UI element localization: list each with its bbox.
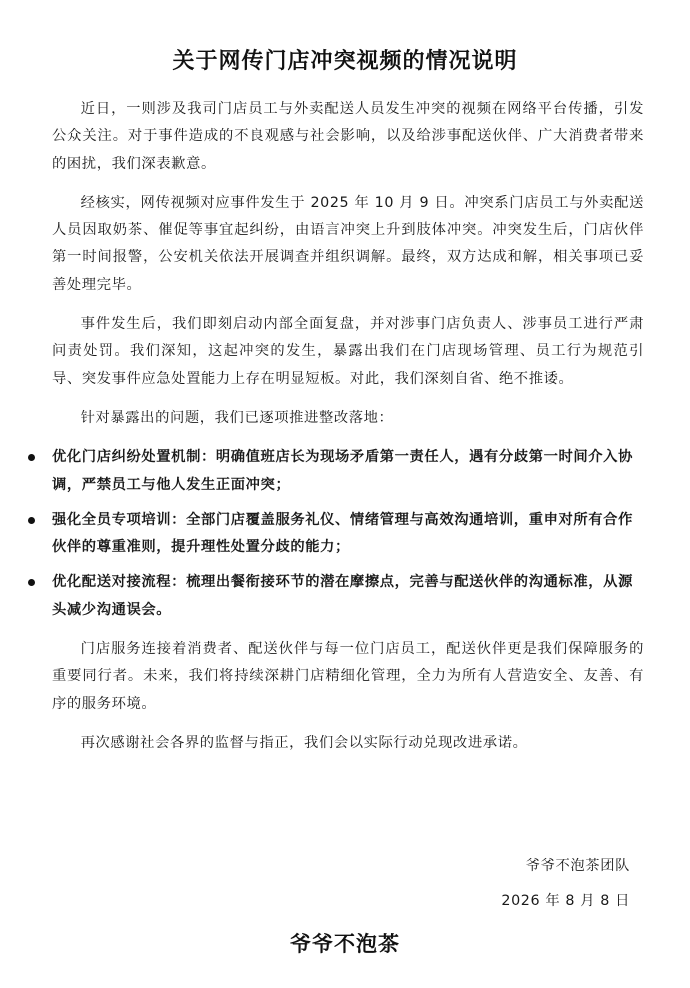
document-body [52, 96, 644, 769]
list-item [52, 444, 644, 499]
paragraph-accountability: 事件发生后，我们即刻启动内部全面复盘，并对涉事门店负责人、涉事员工进行严肃问责处罚。我们深知，这起冲突的发生，暴露出我们在门店现场管理、员工行为规范引导、突发事件应急处置能力上存在明显短板。对此，我们深刻自省、绝不推诿。 [52, 316, 644, 387]
list-item [52, 569, 644, 624]
paragraph-future: 门店服务连接着消费者、配送伙伴与每一位门店员工，配送伙伴更是我们保障服务的重要同行者。未来，我们将持续深耕门店精细化管理，全力为所有人营造安全、友善、有序的服务环境。 [52, 641, 644, 712]
brand-logo: 爷爷不泡茶 [290, 932, 400, 956]
signature-date: 2026 年 8 月 8 日 [501, 893, 630, 909]
paragraph-intro: 近日，一则涉及我司门店员工与外卖配送人员发生冲突的视频在网络平台传播，引发公众关注。对于事件造成的不良观感与社会影响，以及给涉事配送伙伴、广大消费者带来的困扰，我们深表歉意。 [52, 101, 644, 172]
document-title: 关于网传门店冲突视频的情况说明 [172, 49, 518, 74]
list-item-text: 优化门店纠纷处置机制：明确值班店长为现场矛盾第一责任人，遇有分歧第一时间介入协调，严禁员工与他人发生正面冲突； [52, 449, 633, 493]
bullet-icon [28, 517, 35, 524]
paragraph-thanks: 再次感谢社会各界的监督与指正，我们会以实际行动兑现改进承诺。 [80, 734, 528, 751]
list-item-text: 强化全员专项培训：全部门店覆盖服务礼仪、情绪管理与高效沟通培训，重申对所有合作伙伴的尊重准则，提升理性处置分歧的能力； [52, 511, 633, 556]
bullet-icon [28, 454, 35, 461]
rectification-list [52, 444, 644, 624]
signature-team: 爷爷不泡茶团队 [525, 858, 630, 874]
list-item [52, 507, 644, 562]
bullet-icon [28, 579, 35, 586]
paragraph-rectification-intro: 针对暴露出的问题，我们已逐项推进整改落地： [80, 409, 394, 426]
paragraph-verification: 经核实，网传视频对应事件发生于 2025 年 10 月 9 日。冲突系门店员工与外卖配送人员因取奶茶、催促等事宜起纠纷，由语言冲突上升到肢体冲突。冲突发生后，门店伙伴第一时间报警，公安机关依法开展调查并组织调解。最终，双方达成和解，相关事项已妥善处理完毕。 [52, 194, 644, 293]
list-item-text: 优化配送对接流程：梳理出餐衔接环节的潜在摩擦点，完善与配送伙伴的沟通标准，从源头减少沟通误会。 [52, 574, 633, 618]
